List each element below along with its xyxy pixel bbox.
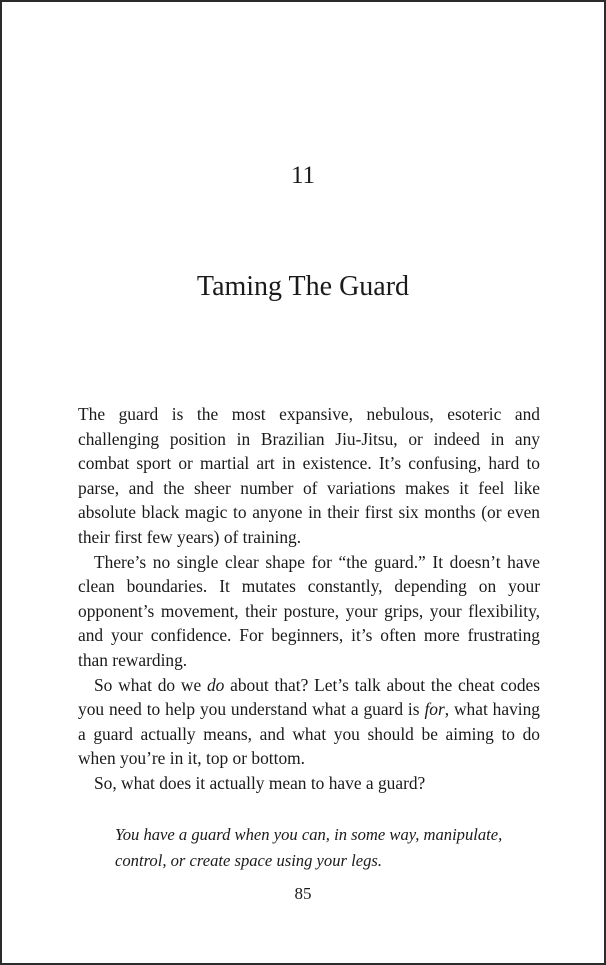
page-number: 85 — [294, 884, 312, 903]
text-run: , what having a guard actually means, and what you should be aiming to do when you’re in it, top or bottom. — [78, 699, 541, 769]
chapter-number: 11 — [290, 162, 316, 189]
emphasis-text: do — [206, 674, 225, 695]
callout-quote: You have a guard when you can, in some way, manipulate, control, or create space using your legs. — [115, 825, 503, 870]
paragraph — [78, 771, 540, 796]
text-run: So, what does it actually mean to have a guard? — [94, 772, 426, 793]
paragraph — [78, 550, 540, 673]
paragraph — [78, 673, 540, 771]
paragraph — [78, 402, 540, 550]
text-run: There’s no single clear shape for “the guard.” It doesn’t have clean boundaries. It mutates constantly, depending on your opponent’s movement, their posture, your grips, your flexibility, and your confidence. For beginners, it’s often more frustrating than rewarding. — [78, 551, 540, 670]
text-run: So what do we — [94, 674, 207, 695]
text-run: about that? Let’s talk about the cheat codes you need to help you understand what a guard is — [78, 674, 540, 720]
text-run: The guard is the most expansive, nebulous, esoteric and challenging position in Brazilian Jiu-Jitsu, or indeed in any combat sport or martial art in existence. It’s confusing, hard to parse, and the sheer number of variations makes it feel like absolute black magic to anyone in their first six months (or even their first few years) of training. — [78, 404, 540, 547]
emphasis-text: for — [424, 699, 445, 720]
chapter-title: Taming The Guard — [196, 271, 410, 302]
body-text — [78, 402, 540, 796]
